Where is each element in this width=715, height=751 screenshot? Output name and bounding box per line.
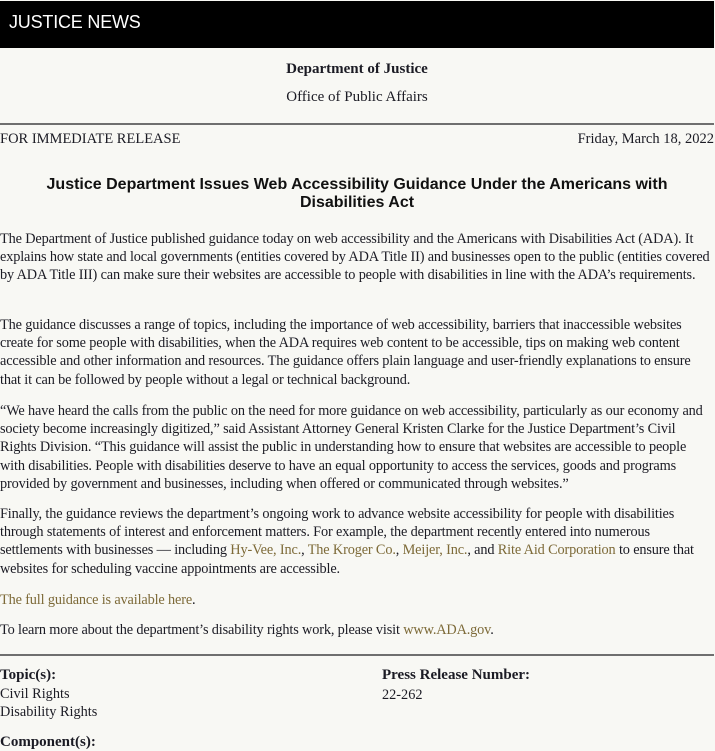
paragraph-4 [0, 505, 713, 578]
paragraph-2: The guidance discusses a range of topics, including the importance of web accessibility, barriers that inaccessible websites create for some people with disabilities, when the ADA requires web content to be accessible, tips on making web content accessible and other information and resources. The guidance offers plain language and user-friendly explanations to ensure that it can be followed by people without a legal or technical background. [0, 317, 691, 388]
link-meijer[interactable]: Meijer, Inc. [402, 542, 468, 559]
component-label: Component(s): [0, 734, 96, 750]
learn-more-paragraph [0, 621, 713, 639]
site-title[interactable]: JUSTICE NEWS [9, 12, 141, 32]
period: . [192, 592, 196, 608]
link-hy-vee[interactable]: Hy-Vee, Inc. [230, 542, 302, 559]
release-date: Friday, March 18, 2022 [577, 131, 714, 147]
topic-civil-rights[interactable]: Civil Rights [0, 686, 70, 702]
period: . [490, 622, 494, 638]
topics-label: Topic(s): [0, 667, 57, 683]
divider-bottom [0, 654, 714, 656]
press-release-label: Press Release Number: [382, 667, 531, 683]
separator: , and [467, 542, 498, 559]
separator: , [395, 542, 403, 559]
release-label: FOR IMMEDIATE RELEASE [0, 131, 181, 147]
full-guidance-paragraph [0, 591, 713, 609]
department-name: Department of Justice [286, 61, 428, 77]
press-release-number: 22-262 [382, 687, 423, 703]
paragraph-4-outro: to ensure that websites for scheduling vaccine appointments are accessible. [0, 542, 694, 577]
divider-top [0, 123, 714, 125]
office-name: Office of Public Affairs [286, 89, 428, 105]
learn-more-text: To learn more about the department’s disability rights work, please visit [0, 622, 404, 638]
topic-disability-rights[interactable]: Disability Rights [0, 704, 98, 720]
paragraph-4-intro: Finally, the guidance reviews the department’s ongoing work to advance website accessibility for people with disabilities through statements of interest and enforcement matters. For example, the department recently entered into numerous settlements with businesses — including [0, 506, 675, 559]
separator: , [301, 542, 308, 559]
article-headline: Justice Department Issues Web Accessibility Guidance Under the Americans with Disabilities Act [46, 176, 668, 211]
site-header-bar [0, 1, 714, 48]
paragraph-3-quote: “We have heard the calls from the public on the need for more guidance on web accessibility, particularly as our economy and society become increasingly digitized,” said Assistant Attorney General Kristen Clarke for the Justice Department’s Civil Rights Division. “This guidance will assist the public in understanding how to ensure that websites are accessible to people with disabilities. People with disabilities deserve to have an equal opportunity to access the services, goods and programs provided by government and businesses, including when offered or communicated through websites.” [0, 403, 703, 492]
link-kroger[interactable]: The Kroger Co. [307, 542, 396, 559]
link-rite-aid[interactable]: Rite Aid Corporation [497, 542, 616, 559]
paragraph-1: The Department of Justice published guidance today on web accessibility and the Americans with Disabilities Act (ADA). It explains how state and local governments (entities covered by ADA Title II) and businesses open to the public (entities covered by ADA Title III) can make sure their websites are accessible to people with disabilities in line with the ADA’s requirements. [0, 231, 710, 284]
ada-gov-link[interactable]: www.ADA.gov [403, 622, 491, 638]
full-guidance-link[interactable]: The full guidance is available here [0, 592, 193, 608]
